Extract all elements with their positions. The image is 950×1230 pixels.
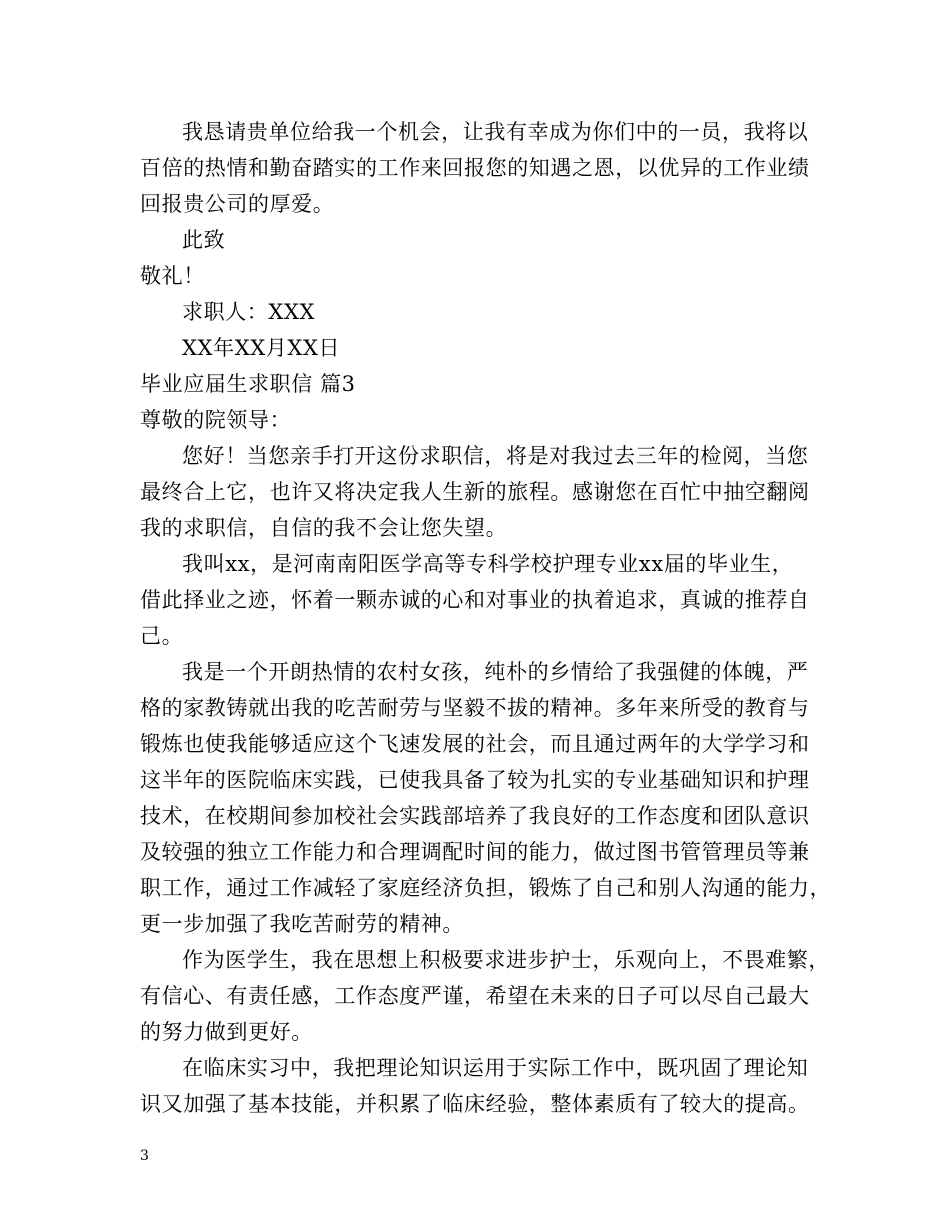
text-line: 我恳请贵单位给我一个机会，让我有幸成为你们中的一员，我将以 — [182, 120, 809, 144]
text-line: 作为医学生，我在思想上积极要求进步护士，乐观向上，不畏难繁， — [182, 948, 830, 972]
text-line: 职工作，通过工作减轻了家庭经济负担，锻炼了自己和别人沟通的能力， — [140, 876, 832, 900]
text-line: 有信心、有责任感，工作态度严谨，希望在未来的日子可以尽自己最大 — [140, 984, 810, 1008]
text-line: 更一步加强了我吃苦耐劳的精神。 — [140, 912, 464, 936]
text-line: 我是一个开朗热情的农村女孩，纯朴的乡情给了我强健的体魄，严 — [182, 660, 809, 684]
text-line: 毕业应届生求职信 篇3 — [140, 372, 356, 396]
text-line: 您好！当您亲手打开这份求职信，将是对我过去三年的检阅，当您 — [182, 444, 809, 468]
text-line: XX年XX月XX日 — [182, 336, 341, 360]
text-line: 百倍的热情和勤奋踏实的工作来回报您的知遇之恩，以优异的工作业绩 — [140, 156, 810, 180]
page-number: 3 — [140, 1148, 149, 1164]
text-line: 求职人：XXX — [182, 300, 316, 324]
text-line: 此致 — [182, 228, 226, 252]
text-line: 敬礼！ — [140, 264, 205, 288]
text-line: 技术，在校期间参加校社会实践部培养了我良好的工作态度和团队意识 — [140, 804, 810, 828]
text-line: 尊敬的院领导： — [140, 408, 292, 432]
text-line: 我叫xx，是河南南阳医学高等专科学校护理专业xx届的毕业生， — [182, 552, 794, 576]
text-line: 格的家教铸就出我的吃苦耐劳与坚毅不拔的精神。多年来所受的教育与 — [140, 696, 810, 720]
text-line: 己。 — [140, 624, 184, 648]
text-line: 回报贵公司的厚爱。 — [140, 192, 335, 216]
text-line: 这半年的医院临床实践，已使我具备了较为扎实的专业基础知识和护理 — [140, 768, 810, 792]
text-line: 最终合上它，也许又将决定我人生新的旅程。感谢您在百忙中抽空翻阅 — [140, 480, 810, 504]
text-line: 识又加强了基本技能，并积累了临床经验，整体素质有了较大的提高。 — [140, 1092, 810, 1116]
text-line: 锻炼也使我能够适应这个飞速发展的社会，而且通过两年的大学学习和 — [140, 732, 810, 756]
text-line: 我的求职信，自信的我不会让您失望。 — [140, 516, 508, 540]
text-line: 及较强的独立工作能力和合理调配时间的能力，做过图书管管理员等兼 — [140, 840, 810, 864]
text-line: 的努力做到更好。 — [140, 1020, 313, 1044]
text-line: 在临床实习中，我把理论知识运用于实际工作中，既巩固了理论知 — [182, 1056, 809, 1080]
text-line: 借此择业之迹，怀着一颗赤诚的心和对事业的执着追求，真诚的推荐自 — [140, 588, 810, 612]
